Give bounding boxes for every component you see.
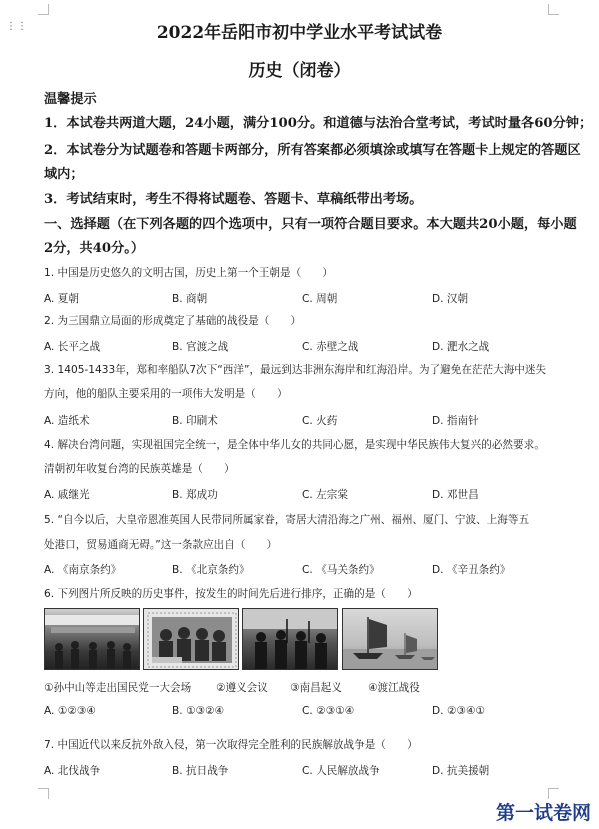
- notice-item: 域内；: [44, 167, 84, 182]
- photo-yangtze-crossing: [342, 608, 438, 670]
- option-a: A. 《南京条约》: [44, 564, 122, 576]
- question-stem-cont: 处港口，贸易通商无碍。”这一条款应出自（ ）: [44, 539, 278, 551]
- option-a: A. 造纸术: [44, 415, 90, 427]
- question-stem: 5. “自今以后，大皇帝恩准英国人民带同所属家眷，寄居大清沿海之广州、福州、厦门、宁波、上海等五: [44, 514, 530, 526]
- question-stem-cont: 方向，他的船队主要采用的一项伟大发明是（ ）: [44, 388, 288, 400]
- option-d: D. 邓世昌: [432, 489, 479, 501]
- option-b: B. 抗日战争: [172, 765, 229, 777]
- option-c: C. ②③①④: [302, 705, 355, 717]
- section-heading: 一、选择题（在下列各题的四个选项中，只有一项符合题目要求。本大题共20小题，每小题: [44, 217, 577, 232]
- exam-subtitle: 历史（闭卷）: [248, 61, 351, 81]
- site-watermark: 第一试卷网: [495, 802, 591, 824]
- option-d: D. 淝水之战: [432, 341, 490, 353]
- option-c: C. 周朝: [302, 293, 338, 305]
- option-b: B. 《北京条约》: [172, 564, 250, 576]
- photo-caption: ④渡江战役: [368, 682, 420, 694]
- option-c: C. 人民解放战争: [302, 765, 380, 777]
- notice-heading: 温馨提示: [44, 92, 97, 107]
- option-a: A. 北伐战争: [44, 765, 101, 777]
- photo-nanchang-uprising: [242, 608, 338, 670]
- option-a: A. 长平之战: [44, 341, 101, 353]
- option-b: B. 官渡之战: [172, 341, 229, 353]
- option-b: B. 郑成功: [172, 489, 218, 501]
- question-stem: 1. 中国是历史悠久的文明古国，历史上第一个王朝是（ ）: [44, 267, 333, 279]
- option-b: B. 印刷术: [172, 415, 218, 427]
- photo-strip: [44, 608, 438, 670]
- corner-mark-top-left: [38, 4, 49, 15]
- photo-caption: ①孙中山等走出国民党一大会场: [44, 682, 192, 694]
- photo-caption: ②遵义会议: [216, 682, 268, 694]
- question-stem-cont: 清朝初年收复台湾的民族英雄是（ ）: [44, 463, 235, 475]
- option-c: C. 《马关条约》: [302, 564, 380, 576]
- notice-item: 3．考试结束时，考生不得将试题卷、答题卡、草稿纸带出考场。: [44, 192, 423, 207]
- question-stem: 4. 解决台湾问题，实现祖国完全统一，是全体中华儿女的共同心愿，是实现中华民族伟大复兴的必然要求。: [44, 439, 545, 451]
- option-a: A. 戚继光: [44, 489, 90, 501]
- question-stem: 6. 下列图片所反映的历史事件，按发生的时间先后进行排序，正确的是（ ）: [44, 588, 418, 600]
- photo-zunyi-stamp: [143, 608, 239, 670]
- option-b: B. 商朝: [172, 293, 208, 305]
- question-stem: 3. 1405-1433年，郑和率船队7次下“西洋”，最远到达非洲东海岸和红海沿岸。为了避免在茫茫大海中迷失: [44, 364, 547, 376]
- option-a: A. ①②③④: [44, 705, 96, 717]
- option-d: D. 《辛丑条约》: [432, 564, 511, 576]
- option-c: C. 火药: [302, 415, 338, 427]
- option-c: C. 赤壁之战: [302, 341, 359, 353]
- section-heading-cont: 2分，共40分。）: [44, 241, 145, 256]
- option-d: D. 指南针: [432, 415, 479, 427]
- question-stem: 7. 中国近代以来反抗外敌入侵，第一次取得完全胜利的民族解放战争是（ ）: [44, 739, 418, 751]
- notice-item: 1．本试卷共两道大题，24小题，满分100分。和道德与法治合堂考试，考试时量各60分钟；: [44, 116, 593, 131]
- question-stem: 2. 为三国鼎立局面的形成奠定了基础的战役是（ ）: [44, 315, 302, 327]
- exam-title: 2022年岳阳市初中学业水平考试试卷: [156, 23, 443, 43]
- drag-grip-icon[interactable]: ⋮⋮: [6, 21, 28, 32]
- photo-caption: ③南昌起义: [290, 682, 342, 694]
- option-d: D. ②③④①: [432, 705, 485, 717]
- option-d: D. 抗美援朝: [432, 765, 490, 777]
- option-c: C. 左宗棠: [302, 489, 348, 501]
- option-a: A. 夏朝: [44, 293, 79, 305]
- option-d: D. 汉朝: [432, 293, 469, 305]
- corner-mark-bottom-left: [38, 788, 49, 799]
- option-b: B. ①③②④: [172, 705, 224, 717]
- notice-item: 2．本试卷分为试题卷和答题卡两部分，所有答案都必须填涂或填写在答题卡上规定的答题区: [44, 143, 581, 158]
- corner-mark-top-right: [548, 4, 559, 15]
- photo-kmt-congress: [44, 608, 140, 670]
